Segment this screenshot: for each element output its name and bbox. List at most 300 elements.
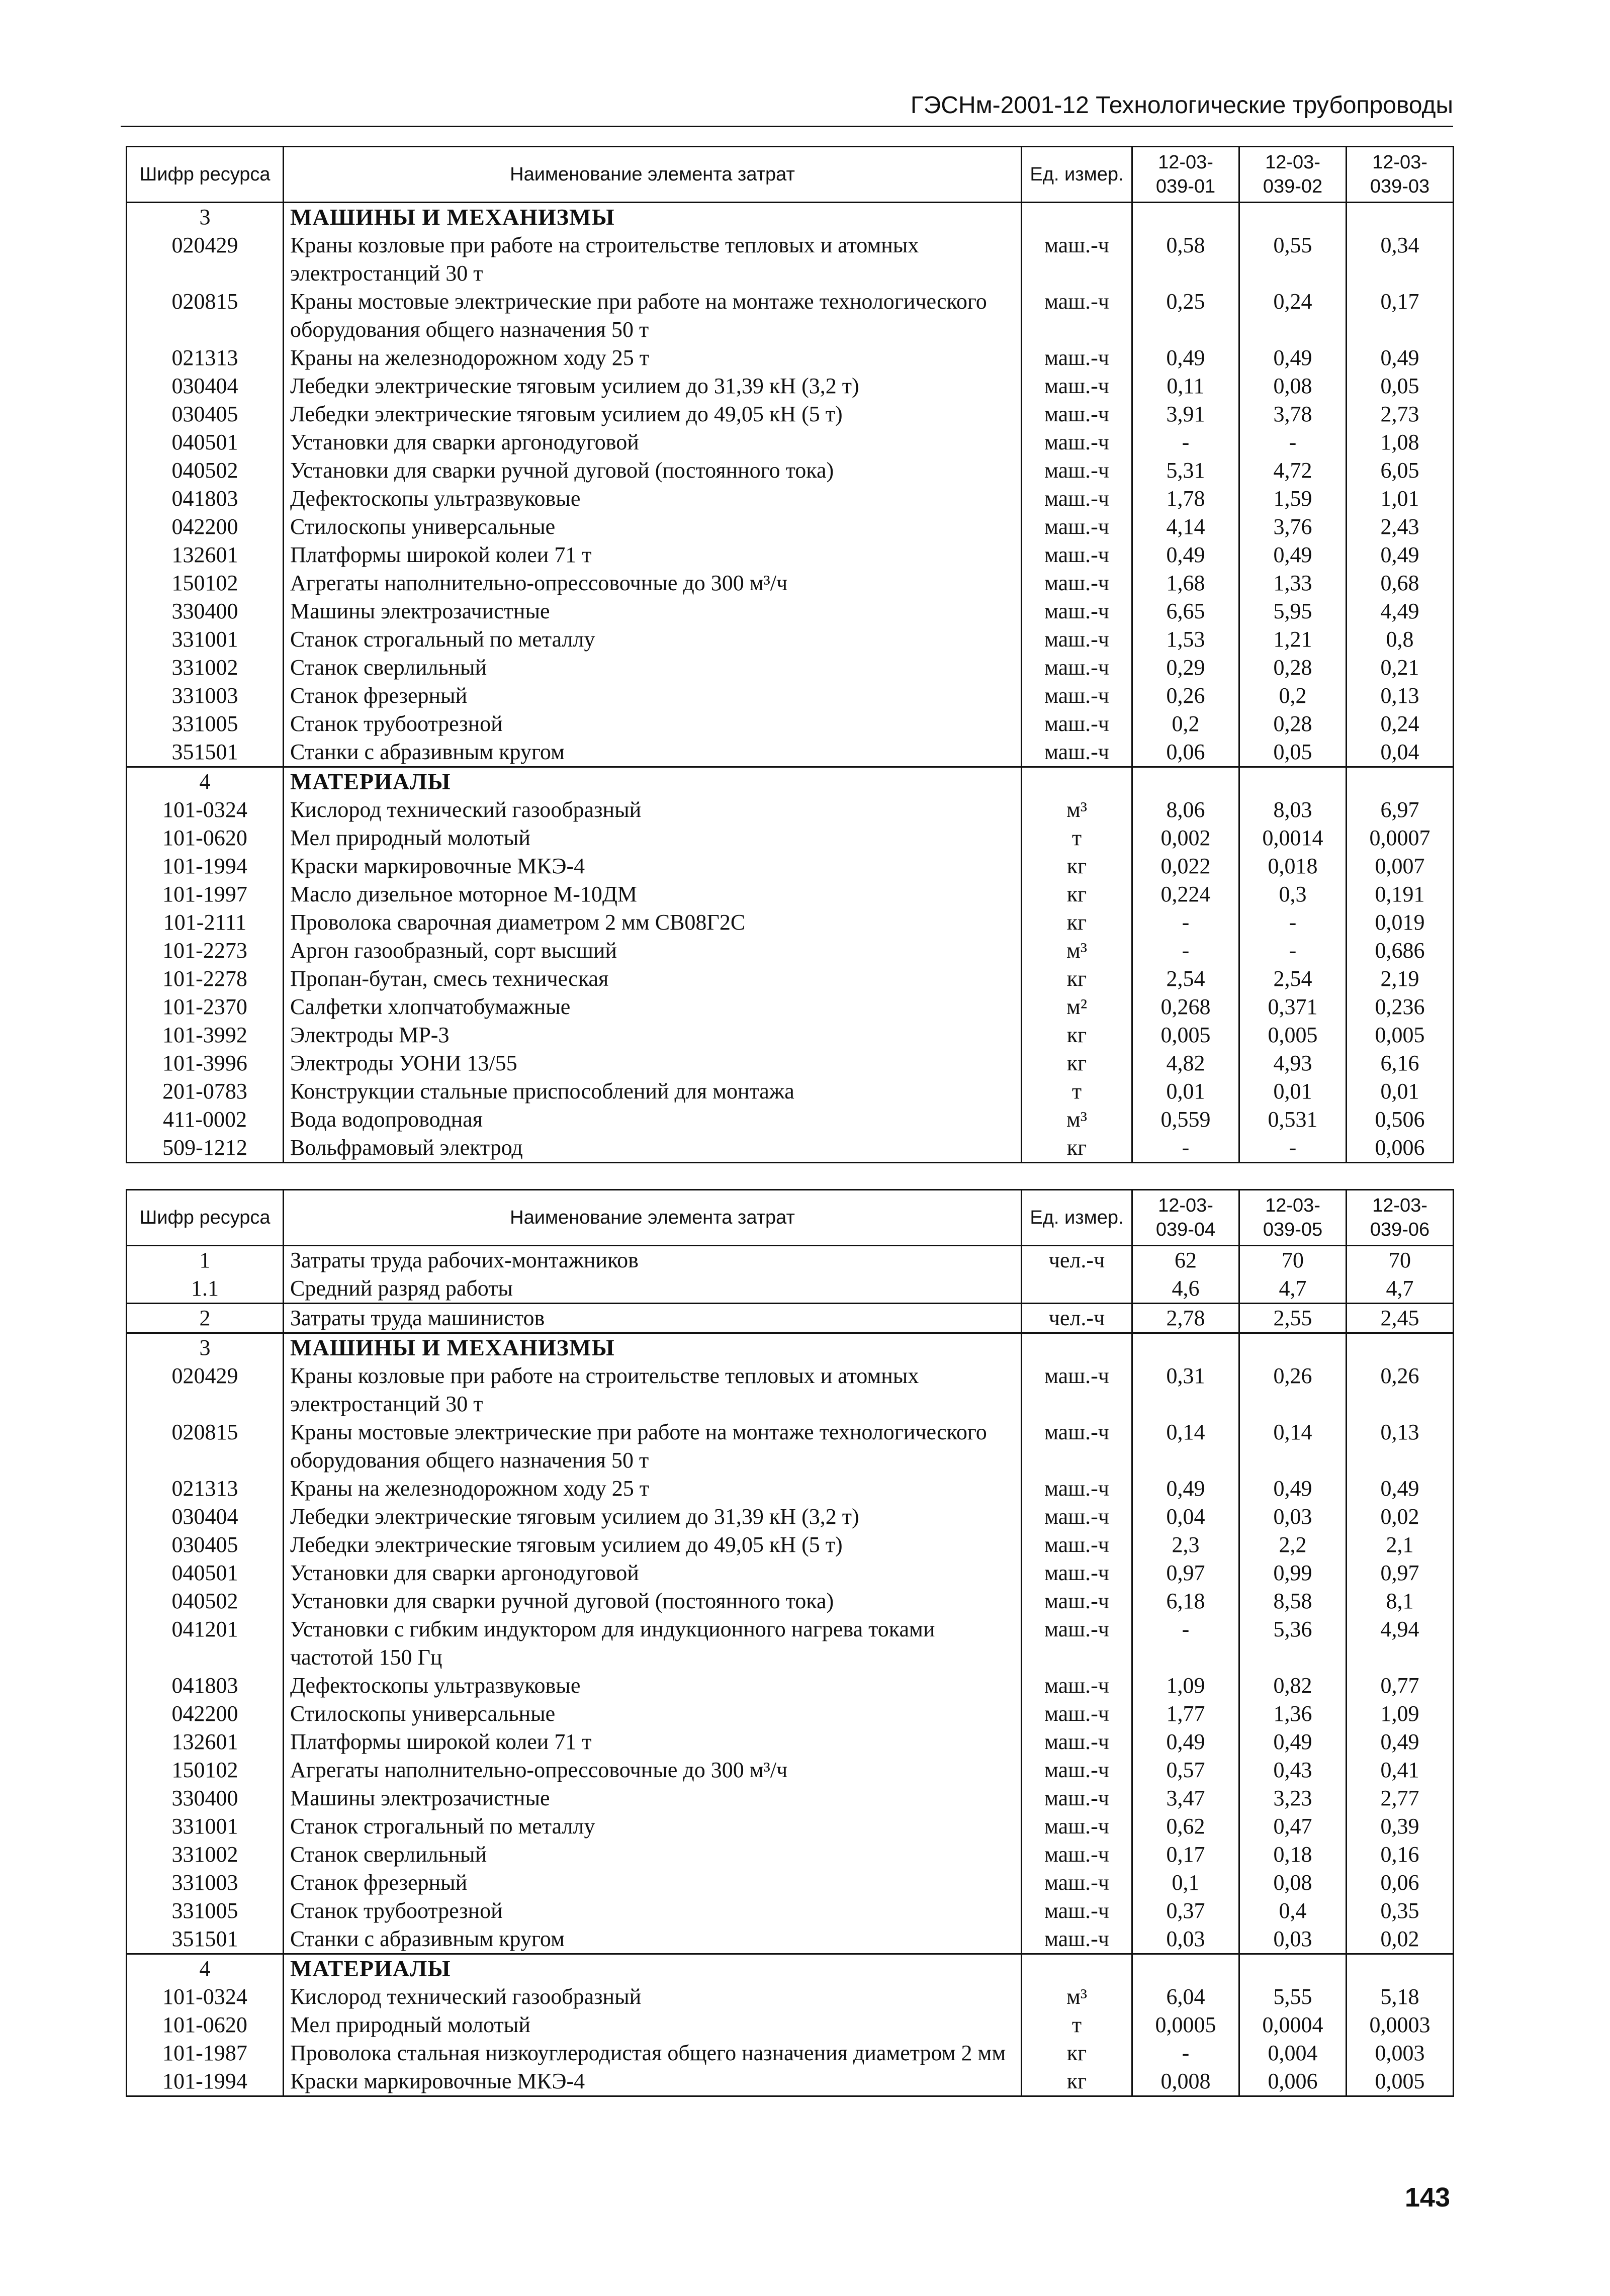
- norm-value: 0,002: [1132, 824, 1239, 852]
- table-row: [127, 908, 1454, 937]
- cost-element-name: Машины электрозачистные: [284, 597, 1022, 625]
- table-row: [127, 1304, 1454, 1333]
- cost-element-name: Пропан-бутан, смесь техническая: [284, 965, 1022, 993]
- value-header: 12-03- 039-05: [1239, 1190, 1347, 1246]
- norm-value: 0,4: [1239, 1897, 1347, 1925]
- norm-value: 0,28: [1239, 710, 1347, 738]
- cost-element-name: Станки с абразивным кругом: [284, 1925, 1022, 1954]
- table-row: [127, 569, 1454, 597]
- norm-value: 0,29: [1132, 654, 1239, 682]
- resource-code: 020429: [127, 1362, 284, 1418]
- norm-value: 4,49: [1347, 597, 1454, 625]
- unit-of-measure: м³: [1022, 1983, 1132, 2011]
- norm-value: 0,49: [1239, 1475, 1347, 1503]
- unit-of-measure: маш.-ч: [1022, 428, 1132, 456]
- unit-of-measure: [1022, 767, 1132, 796]
- unit-of-measure: кг: [1022, 965, 1132, 993]
- cost-element-name: Краны мостовые электрические при работе на монтаже технологического оборудования общего назначения 50 т: [284, 288, 1022, 344]
- header-rule: [121, 126, 1453, 127]
- norm-value: 0,8: [1347, 625, 1454, 654]
- norm-value: 2,55: [1239, 1304, 1347, 1333]
- table-row: [127, 625, 1454, 654]
- section-row: [127, 1333, 1454, 1362]
- norm-value: 0,43: [1239, 1756, 1347, 1784]
- norm-value: 2,73: [1347, 400, 1454, 428]
- table-row: [127, 2067, 1454, 2096]
- table-row: [127, 824, 1454, 852]
- value-header: 12-03- 039-06: [1347, 1190, 1454, 1246]
- norm-value: 0,17: [1132, 1841, 1239, 1869]
- resource-code: 101-2278: [127, 965, 284, 993]
- norm-value: 6,04: [1132, 1983, 1239, 2011]
- norm-value: [1347, 1954, 1454, 1983]
- table-row: [127, 485, 1454, 513]
- norm-value: 0,08: [1239, 1869, 1347, 1897]
- norm-value: 5,31: [1132, 456, 1239, 485]
- unit-of-measure: маш.-ч: [1022, 231, 1132, 288]
- resource-code: 101-2273: [127, 937, 284, 965]
- cost-element-name: Платформы широкой колеи 71 т: [284, 1728, 1022, 1756]
- norm-value: 3,23: [1239, 1784, 1347, 1812]
- norm-value: 0,005: [1239, 1021, 1347, 1049]
- unit-of-measure: маш.-ч: [1022, 1475, 1132, 1503]
- norm-value: [1239, 203, 1347, 232]
- table-row: [127, 456, 1454, 485]
- unit-of-measure: [1022, 1333, 1132, 1362]
- resource-code: 041803: [127, 485, 284, 513]
- norm-value: 1,08: [1347, 428, 1454, 456]
- table-row: [127, 597, 1454, 625]
- table-row: [127, 965, 1454, 993]
- unit-of-measure: маш.-ч: [1022, 569, 1132, 597]
- section-row: [127, 767, 1454, 796]
- norm-value: 3,78: [1239, 400, 1347, 428]
- norm-value: 3,47: [1132, 1784, 1239, 1812]
- norm-value: 2,19: [1347, 965, 1454, 993]
- cost-element-name: Электроды УОНИ 13/55: [284, 1049, 1022, 1077]
- norm-value: 0,003: [1347, 2039, 1454, 2067]
- norm-value: 8,1: [1347, 1587, 1454, 1615]
- unit-of-measure: маш.-ч: [1022, 1925, 1132, 1954]
- unit-of-measure: кг: [1022, 1049, 1132, 1077]
- table-row: [127, 1106, 1454, 1134]
- resource-code: 101-1997: [127, 880, 284, 908]
- norm-value: 0,25: [1132, 288, 1239, 344]
- cost-element-name: Установки для сварки аргонодуговой: [284, 1559, 1022, 1587]
- table-row: [127, 1897, 1454, 1925]
- cost-element-name: Аргон газообразный, сорт высший: [284, 937, 1022, 965]
- unit-of-measure: маш.-ч: [1022, 485, 1132, 513]
- cost-element-name: Станок сверлильный: [284, 1841, 1022, 1869]
- unit-of-measure: маш.-ч: [1022, 1615, 1132, 1672]
- resource-code: 021313: [127, 1475, 284, 1503]
- name-header: Наименование элемента затрат: [284, 1190, 1022, 1246]
- norm-value: 4,7: [1347, 1274, 1454, 1304]
- unit-of-measure: маш.-ч: [1022, 1756, 1132, 1784]
- table-row: [127, 1362, 1454, 1418]
- norm-value: 1,53: [1132, 625, 1239, 654]
- norm-value: 0,08: [1239, 372, 1347, 400]
- unit-of-measure: маш.-ч: [1022, 372, 1132, 400]
- norm-table-2: [126, 1189, 1454, 2097]
- cost-element-name: Мел природный молотый: [284, 2011, 1022, 2039]
- cost-element-name: Лебедки электрические тяговым усилием до 31,39 кН (3,2 т): [284, 1503, 1022, 1531]
- table-row: [127, 1672, 1454, 1700]
- norm-value: 0,49: [1239, 541, 1347, 569]
- resource-code: 3: [127, 203, 284, 232]
- norm-value: 0,47: [1239, 1812, 1347, 1841]
- unit-of-measure: маш.-ч: [1022, 654, 1132, 682]
- table-row: [127, 796, 1454, 824]
- table-row: [127, 288, 1454, 344]
- table-row: [127, 1559, 1454, 1587]
- norm-value: 0,49: [1347, 344, 1454, 372]
- norm-value: 0,49: [1239, 1728, 1347, 1756]
- resource-code: 2: [127, 1304, 284, 1333]
- norm-value: 0,559: [1132, 1106, 1239, 1134]
- unit-of-measure: м³: [1022, 796, 1132, 824]
- unit-of-measure: маш.-ч: [1022, 400, 1132, 428]
- section-row: [127, 203, 1454, 232]
- norm-value: -: [1132, 908, 1239, 937]
- cost-element-name: Платформы широкой колеи 71 т: [284, 541, 1022, 569]
- cost-element-name: МАТЕРИАЛЫ: [284, 767, 1022, 796]
- norm-value: 5,36: [1239, 1615, 1347, 1672]
- table-row: [127, 1925, 1454, 1954]
- norm-value: 0,03: [1239, 1503, 1347, 1531]
- table-row: [127, 428, 1454, 456]
- table-row: [127, 1274, 1454, 1304]
- cost-element-name: Краски маркировочные МКЭ-4: [284, 852, 1022, 880]
- norm-value: 0,49: [1347, 541, 1454, 569]
- cost-element-name: Конструкции стальные приспособлений для монтажа: [284, 1077, 1022, 1106]
- norm-value: 0,0004: [1239, 2011, 1347, 2039]
- norm-value: 0,17: [1347, 288, 1454, 344]
- resource-code: 030404: [127, 1503, 284, 1531]
- unit-header: Ед. измер.: [1022, 1190, 1132, 1246]
- table-row: [127, 1049, 1454, 1077]
- resource-code: 330400: [127, 1784, 284, 1812]
- unit-of-measure: т: [1022, 1077, 1132, 1106]
- unit-of-measure: кг: [1022, 1134, 1132, 1163]
- norm-value: 0,268: [1132, 993, 1239, 1021]
- cost-element-name: Лебедки электрические тяговым усилием до 49,05 кН (5 т): [284, 400, 1022, 428]
- unit-of-measure: [1022, 203, 1132, 232]
- resource-code: 030405: [127, 1531, 284, 1559]
- norm-value: 0,97: [1132, 1559, 1239, 1587]
- norm-value: 0,34: [1347, 231, 1454, 288]
- norm-value: 0,39: [1347, 1812, 1454, 1841]
- unit-of-measure: кг: [1022, 1021, 1132, 1049]
- running-header: ГЭСНм-2001-12 Технологические трубопроводы: [910, 92, 1453, 119]
- norm-value: 1,21: [1239, 625, 1347, 654]
- norm-value: 0,49: [1239, 344, 1347, 372]
- cost-element-name: Вода водопроводная: [284, 1106, 1022, 1134]
- table-row: [127, 1475, 1454, 1503]
- norm-value: 0,2: [1132, 710, 1239, 738]
- resource-code: 040502: [127, 1587, 284, 1615]
- norm-value: 8,06: [1132, 796, 1239, 824]
- cost-element-name: Кислород технический газообразный: [284, 1983, 1022, 2011]
- table-row: [127, 1700, 1454, 1728]
- resource-code: 030405: [127, 400, 284, 428]
- resource-code: 150102: [127, 1756, 284, 1784]
- table-row: [127, 1418, 1454, 1475]
- norm-value: -: [1132, 428, 1239, 456]
- table-row: [127, 231, 1454, 288]
- norm-value: 0,005: [1132, 1021, 1239, 1049]
- unit-of-measure: маш.-ч: [1022, 710, 1132, 738]
- norm-value: 0,005: [1347, 2067, 1454, 2096]
- code-header: Шифр ресурса: [127, 1190, 284, 1246]
- unit-of-measure: маш.-ч: [1022, 541, 1132, 569]
- norm-value: -: [1239, 1134, 1347, 1163]
- norm-value: 6,97: [1347, 796, 1454, 824]
- unit-of-measure: маш.-ч: [1022, 1587, 1132, 1615]
- table-row: [127, 2039, 1454, 2067]
- unit-of-measure: маш.-ч: [1022, 1559, 1132, 1587]
- norm-value: 0,05: [1347, 372, 1454, 400]
- norm-value: 0,49: [1347, 1475, 1454, 1503]
- norm-value: [1239, 1954, 1347, 1983]
- resource-code: 331003: [127, 1869, 284, 1897]
- norm-value: 0,04: [1347, 738, 1454, 767]
- cost-element-name: Машины электрозачистные: [284, 1784, 1022, 1812]
- norm-value: [1347, 1333, 1454, 1362]
- norm-value: 2,2: [1239, 1531, 1347, 1559]
- section-row: [127, 1954, 1454, 1983]
- resource-code: 020429: [127, 231, 284, 288]
- cost-element-name: Лебедки электрические тяговым усилием до 49,05 кН (5 т): [284, 1531, 1022, 1559]
- norm-value: 0,0014: [1239, 824, 1347, 852]
- resource-code: 351501: [127, 1925, 284, 1954]
- unit-of-measure: кг: [1022, 852, 1132, 880]
- resource-code: 021313: [127, 344, 284, 372]
- norm-value: 0,022: [1132, 852, 1239, 880]
- table-row: [127, 1841, 1454, 1869]
- norm-value: 6,05: [1347, 456, 1454, 485]
- resource-code: 101-3996: [127, 1049, 284, 1077]
- norm-value: 0,11: [1132, 372, 1239, 400]
- norm-value: 5,55: [1239, 1983, 1347, 2011]
- norm-value: 0,006: [1239, 2067, 1347, 2096]
- norm-value: 0,191: [1347, 880, 1454, 908]
- cost-element-name: Электроды МР-3: [284, 1021, 1022, 1049]
- cost-element-name: Затраты труда машинистов: [284, 1304, 1022, 1333]
- norm-value: 0,531: [1239, 1106, 1347, 1134]
- resource-code: 1.1: [127, 1274, 284, 1304]
- resource-code: 330400: [127, 597, 284, 625]
- norm-value: 0,49: [1132, 1475, 1239, 1503]
- cost-element-name: Станок трубоотрезной: [284, 710, 1022, 738]
- cost-element-name: Станок строгальный по металлу: [284, 625, 1022, 654]
- resource-code: 040501: [127, 1559, 284, 1587]
- cost-element-name: Краны мостовые электрические при работе на монтаже технологического оборудования общего назначения 50 т: [284, 1418, 1022, 1475]
- norm-value: 0,0007: [1347, 824, 1454, 852]
- norm-value: 0,2: [1239, 682, 1347, 710]
- norm-value: 4,6: [1132, 1274, 1239, 1304]
- table-row: [127, 1134, 1454, 1163]
- norm-value: 0,506: [1347, 1106, 1454, 1134]
- unit-of-measure: чел.-ч: [1022, 1246, 1132, 1275]
- norm-value: 1,59: [1239, 485, 1347, 513]
- table-row: [127, 1983, 1454, 2011]
- table-row: [127, 1246, 1454, 1275]
- resource-code: 101-2111: [127, 908, 284, 937]
- norm-value: 0,16: [1347, 1841, 1454, 1869]
- norm-value: 0,68: [1347, 569, 1454, 597]
- table-header-row: [127, 1190, 1454, 1246]
- cost-element-name: Проволока стальная низкоуглеродистая общего назначения диаметром 2 мм: [284, 2039, 1022, 2067]
- unit-of-measure: маш.-ч: [1022, 1869, 1132, 1897]
- cost-element-name: Стилоскопы универсальные: [284, 1700, 1022, 1728]
- unit-of-measure: т: [1022, 2011, 1132, 2039]
- norm-value: 0,21: [1347, 654, 1454, 682]
- unit-of-measure: маш.-ч: [1022, 738, 1132, 767]
- resource-code: 351501: [127, 738, 284, 767]
- cost-element-name: Станок фрезерный: [284, 1869, 1022, 1897]
- resource-code: 101-1994: [127, 2067, 284, 2096]
- norm-value: 0,18: [1239, 1841, 1347, 1869]
- norm-value: 2,77: [1347, 1784, 1454, 1812]
- norm-value: 0,004: [1239, 2039, 1347, 2067]
- unit-of-measure: маш.-ч: [1022, 682, 1132, 710]
- norm-value: 4,14: [1132, 513, 1239, 541]
- cost-element-name: МАШИНЫ И МЕХАНИЗМЫ: [284, 203, 1022, 232]
- table-row: [127, 937, 1454, 965]
- table-row: [127, 1756, 1454, 1784]
- norm-value: 2,1: [1347, 1531, 1454, 1559]
- resource-code: 132601: [127, 1728, 284, 1756]
- norm-value: 3,76: [1239, 513, 1347, 541]
- table-header-row: [127, 147, 1454, 203]
- norm-value: 0,01: [1132, 1077, 1239, 1106]
- norm-value: 2,45: [1347, 1304, 1454, 1333]
- norm-value: 0,1: [1132, 1869, 1239, 1897]
- norm-value: 8,03: [1239, 796, 1347, 824]
- unit-of-measure: маш.-ч: [1022, 344, 1132, 372]
- table-row: [127, 852, 1454, 880]
- norm-value: 0,26: [1132, 682, 1239, 710]
- resource-code: 020815: [127, 288, 284, 344]
- cost-element-name: Агрегаты наполнительно-опрессовочные до 300 м³/ч: [284, 569, 1022, 597]
- table-row: [127, 1077, 1454, 1106]
- norm-value: [1239, 767, 1347, 796]
- unit-of-measure: маш.-ч: [1022, 1897, 1132, 1925]
- norm-value: 1,01: [1347, 485, 1454, 513]
- resource-code: 150102: [127, 569, 284, 597]
- resource-code: 1: [127, 1246, 284, 1275]
- cost-element-name: Кислород технический газообразный: [284, 796, 1022, 824]
- cost-element-name: Установки для сварки аргонодуговой: [284, 428, 1022, 456]
- unit-of-measure: маш.-ч: [1022, 1531, 1132, 1559]
- table-row: [127, 1587, 1454, 1615]
- resource-code: 3: [127, 1333, 284, 1362]
- norm-value: 4,82: [1132, 1049, 1239, 1077]
- cost-element-name: Вольфрамовый электрод: [284, 1134, 1022, 1163]
- cost-element-name: Лебедки электрические тяговым усилием до 31,39 кН (3,2 т): [284, 372, 1022, 400]
- cost-element-name: Мел природный молотый: [284, 824, 1022, 852]
- resource-code: 101-3992: [127, 1021, 284, 1049]
- table-row: [127, 1531, 1454, 1559]
- norm-value: 0,28: [1239, 654, 1347, 682]
- unit-of-measure: м³: [1022, 937, 1132, 965]
- norm-value: 0,99: [1239, 1559, 1347, 1587]
- unit-of-measure: м²: [1022, 993, 1132, 1021]
- cost-element-name: МАТЕРИАЛЫ: [284, 1954, 1022, 1983]
- resource-code: 201-0783: [127, 1077, 284, 1106]
- unit-of-measure: кг: [1022, 2039, 1132, 2067]
- norm-value: 0,686: [1347, 937, 1454, 965]
- table-row: [127, 2011, 1454, 2039]
- resource-code: 4: [127, 1954, 284, 1983]
- cost-element-name: МАШИНЫ И МЕХАНИЗМЫ: [284, 1333, 1022, 1362]
- resource-code: 101-0620: [127, 824, 284, 852]
- resource-code: 331005: [127, 1897, 284, 1925]
- table-row: [127, 1869, 1454, 1897]
- norm-value: 0,05: [1239, 738, 1347, 767]
- value-header: 12-03- 039-03: [1347, 147, 1454, 203]
- cost-element-name: Дефектоскопы ультразвуковые: [284, 485, 1022, 513]
- cost-element-name: Станок строгальный по металлу: [284, 1812, 1022, 1841]
- resource-code: 020815: [127, 1418, 284, 1475]
- table-row: [127, 1728, 1454, 1756]
- norm-value: 62: [1132, 1246, 1239, 1275]
- resource-code: 132601: [127, 541, 284, 569]
- resource-code: 041803: [127, 1672, 284, 1700]
- norm-value: 6,65: [1132, 597, 1239, 625]
- name-header: Наименование элемента затрат: [284, 147, 1022, 203]
- norm-value: [1132, 203, 1239, 232]
- unit-of-measure: чел.-ч: [1022, 1304, 1132, 1333]
- table-row: [127, 541, 1454, 569]
- norm-value: -: [1132, 1134, 1239, 1163]
- resource-code: 101-0620: [127, 2011, 284, 2039]
- norm-value: 0,236: [1347, 993, 1454, 1021]
- cost-element-name: Станки с абразивным кругом: [284, 738, 1022, 767]
- unit-of-measure: кг: [1022, 880, 1132, 908]
- norm-value: 6,18: [1132, 1587, 1239, 1615]
- cost-element-name: Станок трубоотрезной: [284, 1897, 1022, 1925]
- unit-of-measure: маш.-ч: [1022, 513, 1132, 541]
- value-header: 12-03- 039-01: [1132, 147, 1239, 203]
- norm-value: 0,01: [1239, 1077, 1347, 1106]
- norm-value: 0,26: [1347, 1362, 1454, 1418]
- norm-table-1: [126, 146, 1454, 1163]
- norm-value: 5,18: [1347, 1983, 1454, 2011]
- norm-value: 3,91: [1132, 400, 1239, 428]
- norm-value: 2,78: [1132, 1304, 1239, 1333]
- norm-value: 0,24: [1347, 710, 1454, 738]
- resource-code: 101-0324: [127, 1983, 284, 2011]
- unit-of-measure: маш.-ч: [1022, 1784, 1132, 1812]
- norm-value: [1239, 1333, 1347, 1362]
- norm-value: [1132, 767, 1239, 796]
- resource-code: 042200: [127, 1700, 284, 1728]
- cost-element-name: Затраты труда рабочих-монтажников: [284, 1246, 1022, 1275]
- norm-value: 0,41: [1347, 1756, 1454, 1784]
- cost-element-name: Краны на железнодорожном ходу 25 т: [284, 1475, 1022, 1503]
- norm-value: 0,008: [1132, 2067, 1239, 2096]
- unit-of-measure: маш.-ч: [1022, 1841, 1132, 1869]
- resource-code: 041201: [127, 1615, 284, 1672]
- table-row: [127, 1812, 1454, 1841]
- norm-value: 0,55: [1239, 231, 1347, 288]
- resource-code: 331001: [127, 1812, 284, 1841]
- norm-value: 6,16: [1347, 1049, 1454, 1077]
- resource-code: 042200: [127, 513, 284, 541]
- unit-of-measure: маш.-ч: [1022, 1418, 1132, 1475]
